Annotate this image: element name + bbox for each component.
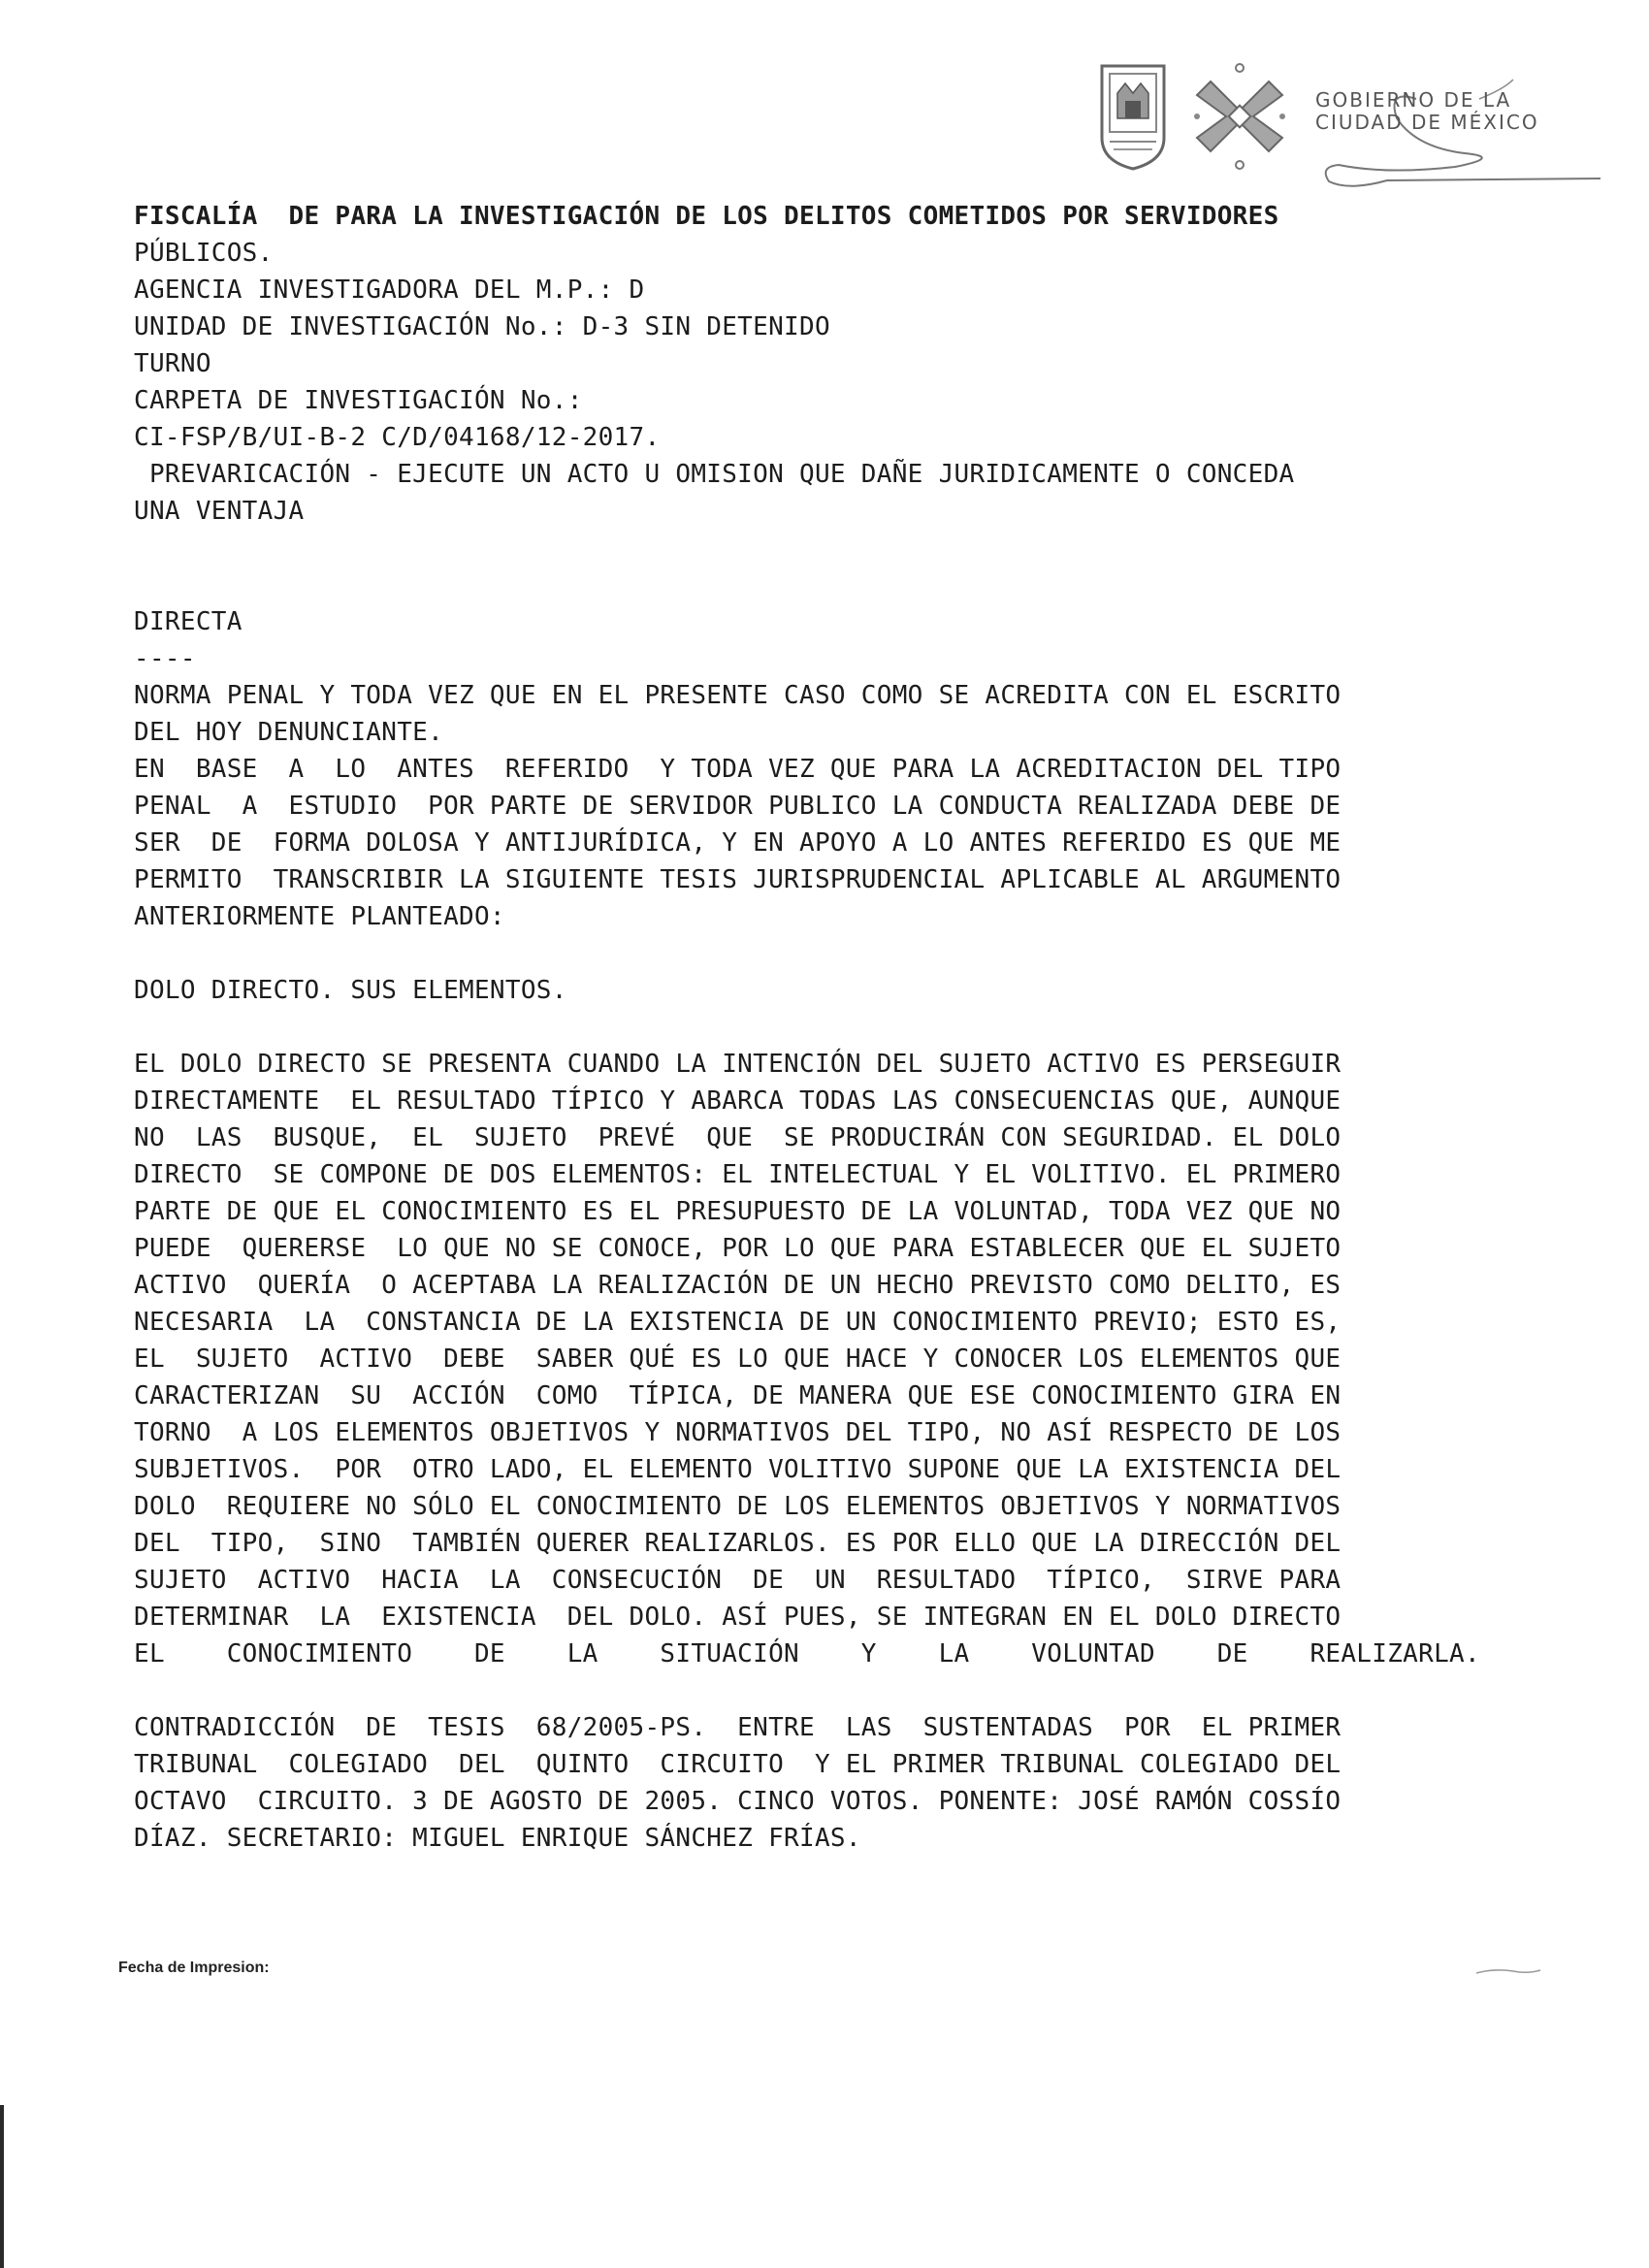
thesis-line: DETERMINAR LA EXISTENCIA DEL DOLO. ASÍ PUES, SE INTEGRAN EN EL DOLO DIRECTO: [134, 1603, 1342, 1632]
scan-mark: [1474, 1967, 1542, 1977]
paragraph-line: EN BASE A LO ANTES REFERIDO Y TODA VEZ QUE PARA LA ACREDITACION DEL TIPO: [134, 755, 1342, 784]
thesis-line: DOLO REQUIERE NO SÓLO EL CONOCIMIENTO DE LOS ELEMENTOS OBJETIVOS Y NORMATIVOS: [134, 1492, 1342, 1521]
paragraph-line: NORMA PENAL Y TODA VEZ QUE EN EL PRESENTE CASO COMO SE ACREDITA CON EL ESCRITO: [134, 681, 1342, 710]
paragraph-line: DEL HOY DENUNCIANTE.: [134, 718, 444, 747]
citation-line: DÍAZ. SECRETARIO: MIGUEL ENRIQUE SÁNCHEZ FRÍAS.: [134, 1824, 861, 1853]
citation-line: OCTAVO CIRCUITO. 3 DE AGOSTO DE 2005. CINCO VOTOS. PONENTE: JOSÉ RAMÓN COSSÍO: [134, 1787, 1342, 1816]
thesis-line: EL SUJETO ACTIVO DEBE SABER QUÉ ES LO QUE HACE Y CONOCER LOS ELEMENTOS QUE: [134, 1345, 1342, 1374]
thesis-line: NO LAS BUSQUE, EL SUJETO PREVÉ QUE SE PRODUCIRÁN CON SEGURIDAD. EL DOLO: [134, 1123, 1342, 1152]
case-number: CI-FSP/B/UI-B-2 C/D/04168/12-2017.: [134, 423, 661, 452]
thesis-line: DIRECTAMENTE EL RESULTADO TÍPICO Y ABARCA TODAS LAS CONSECUENCIAS QUE, AUNQUE: [134, 1086, 1342, 1116]
heading-line: PÚBLICOS.: [134, 239, 274, 268]
paragraph-line: PERMITO TRANSCRIBIR LA SIGUIENTE TESIS JURISPRUDENCIAL APLICABLE AL ARGUMENTO: [134, 865, 1342, 894]
thesis-title: DOLO DIRECTO. SUS ELEMENTOS.: [134, 976, 567, 1005]
header-logos: [1096, 60, 1620, 206]
coat-of-arms-icon: [1102, 66, 1164, 169]
section-separator: ----: [134, 644, 196, 673]
thesis-line: DIRECTO SE COMPONE DE DOS ELEMENTOS: EL INTELECTUAL Y EL VOLITIVO. EL PRIMERO: [134, 1160, 1342, 1189]
paragraph-line: PENAL A ESTUDIO POR PARTE DE SERVIDOR PUBLICO LA CONDUCTA REALIZADA DEBE DE: [134, 792, 1342, 821]
thesis-line: EL DOLO DIRECTO SE PRESENTA CUANDO LA INTENCIÓN DEL SUJETO ACTIVO ES PERSEGUIR: [134, 1050, 1342, 1079]
thesis-line: ACTIVO QUERÍA O ACEPTABA LA REALIZACIÓN DE UN HECHO PREVISTO COMO DELITO, ES: [134, 1271, 1342, 1300]
paragraph-line: SER DE FORMA DOLOSA Y ANTIJURÍDICA, Y EN APOYO A LO ANTES REFERIDO ES QUE ME: [134, 828, 1342, 858]
government-name-line1: GOBIERNO DE LA: [1315, 88, 1512, 112]
scan-edge: [0, 2105, 4, 2268]
offense-line: PREVARICACIÓN - EJECUTE UN ACTO U OMISION QUE DAÑE JURIDICAMENTE O CONCEDA: [134, 460, 1295, 489]
offense-line: UNA VENTAJA: [134, 497, 305, 526]
thesis-line: DEL TIPO, SINO TAMBIÉN QUERER REALIZARLOS. ES POR ELLO QUE LA DIRECCIÓN DEL: [134, 1529, 1342, 1558]
heading-line: CARPETA DE INVESTIGACIÓN No.:: [134, 386, 583, 415]
thesis-line: NECESARIA LA CONSTANCIA DE LA EXISTENCIA DE UN CONOCIMIENTO PREVIO; ESTO ES,: [134, 1308, 1342, 1337]
thesis-line: CARACTERIZAN SU ACCIÓN COMO TÍPICA, DE MANERA QUE ESE CONOCIMIENTO GIRA EN: [134, 1381, 1342, 1410]
thesis-line: SUBJETIVOS. POR OTRO LADO, EL ELEMENTO VOLITIVO SUPONE QUE LA EXISTENCIA DEL: [134, 1455, 1342, 1484]
heading-line: FISCALÍA DE PARA LA INVESTIGACIÓN DE LOS DELITOS COMETIDOS POR SERVIDORES: [134, 202, 1279, 231]
thesis-line: SUJETO ACTIVO HACIA LA CONSECUCIÓN DE UN RESULTADO TÍPICO, SIRVE PARA: [134, 1566, 1342, 1595]
citation-line: CONTRADICCIÓN DE TESIS 68/2005-PS. ENTRE LAS SUSTENTADAS POR EL PRIMER: [134, 1713, 1342, 1742]
thesis-line: PARTE DE QUE EL CONOCIMIENTO ES EL PRESUPUESTO DE LA VOLUNTAD, TODA VEZ QUE NO: [134, 1197, 1342, 1226]
government-name: [1315, 89, 1539, 134]
thesis-line: PUEDE QUERERSE LO QUE NO SE CONOCE, POR LO QUE PARA ESTABLECER QUE EL SUJETO: [134, 1234, 1342, 1263]
heading-line: TURNO: [134, 349, 211, 378]
government-name-line2: CIUDAD DE MÉXICO: [1315, 111, 1539, 134]
heading-line: UNIDAD DE INVESTIGACIÓN No.: D-3 SIN DETENIDO: [134, 312, 830, 341]
paragraph-line: ANTERIORMENTE PLANTEADO:: [134, 902, 505, 931]
heading-line: AGENCIA INVESTIGADORA DEL M.P.: D: [134, 275, 645, 305]
citation-line: TRIBUNAL COLEGIADO DEL QUINTO CIRCUITO Y EL PRIMER TRIBUNAL COLEGIADO DEL: [134, 1750, 1342, 1779]
print-date-label: Fecha de Impresion:: [118, 1960, 270, 1976]
thesis-line: TORNO A LOS ELEMENTOS OBJETIVOS Y NORMATIVOS DEL TIPO, NO ASÍ RESPECTO DE LOS: [134, 1418, 1342, 1447]
cdmx-logo-icon: [1194, 64, 1285, 169]
section-title: DIRECTA: [134, 607, 242, 636]
thesis-line: EL CONOCIMIENTO DE LA SITUACIÓN Y LA VOLUNTAD DE REALIZARLA.: [134, 1639, 1480, 1669]
document-body: [134, 198, 1531, 1857]
